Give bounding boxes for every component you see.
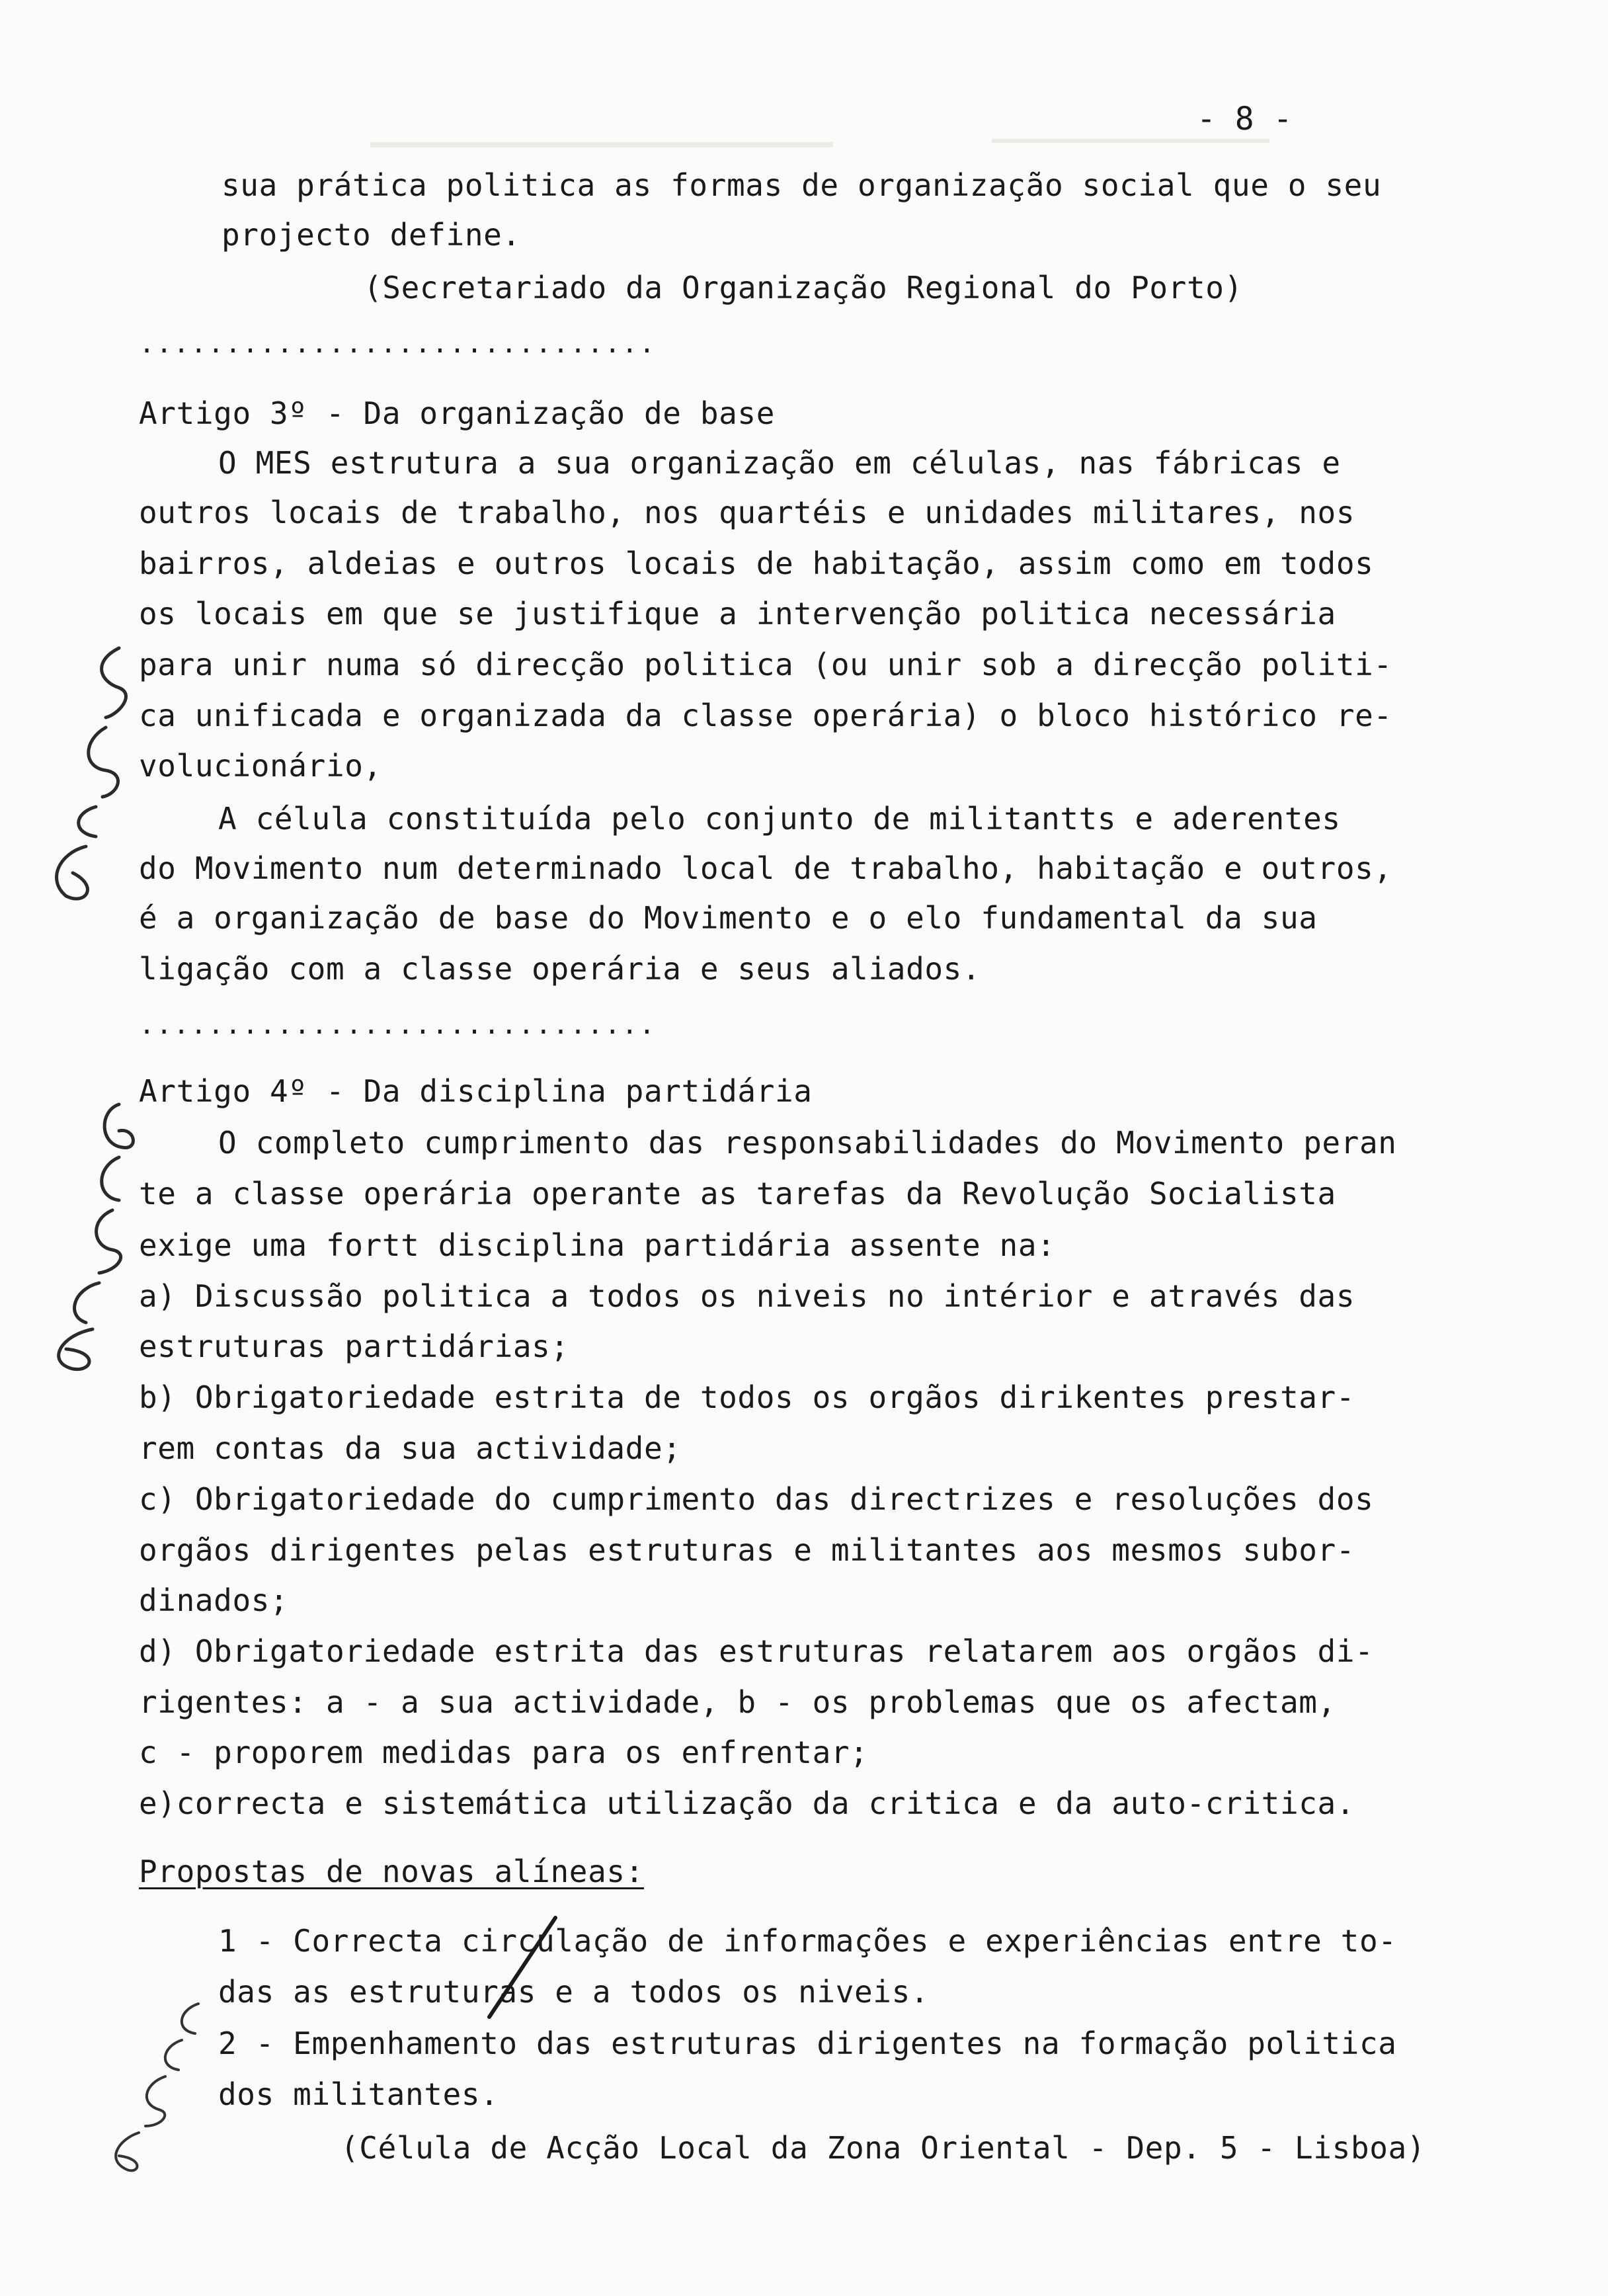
artigo4-line-3: exige uma fortt disciplina partidária assente na: bbox=[139, 1227, 1056, 1263]
artigo4-line-4: a) Discussão politica a todos os niveis no intérior e através das bbox=[139, 1278, 1355, 1314]
propostas-line-4: dos militantes. bbox=[218, 2076, 499, 2112]
scan-artifact bbox=[992, 139, 1269, 143]
artigo4-line-5: estruturas partidárias; bbox=[139, 1329, 569, 1364]
propostas-line-1: 1 - Correcta circulação de informações e experiências entre to- bbox=[218, 1923, 1397, 1959]
artigo3-line-1: O MES estrutura a sua organização em células, nas fábricas e bbox=[218, 445, 1341, 481]
margin-signature-3 bbox=[46, 1984, 218, 2182]
intro-line-1: sua prática politica as formas de organização social que o seu bbox=[221, 167, 1382, 203]
artigo4-line-9: orgãos dirigentes pelas estruturas e militantes aos mesmos subor- bbox=[139, 1532, 1355, 1568]
artigo4-line-12: rigentes: a - a sua actividade, b - os problemas que os afectam, bbox=[139, 1684, 1336, 1720]
artigo3-line-8: A célula constituída pelo conjunto de militantts e aderentes bbox=[218, 801, 1341, 837]
artigo3-line-6: ca unificada e organizada da classe operária) o bloco histórico re- bbox=[139, 698, 1392, 733]
intro-source: (Secretariado da Organização Regional do Porto) bbox=[364, 270, 1243, 306]
propostas-line-2: das as estruturas e a todos os niveis. bbox=[218, 1974, 930, 2010]
separator-1: .............................. bbox=[139, 329, 657, 359]
artigo4-line-7: rem contas da sua actividade; bbox=[139, 1430, 682, 1466]
propostas-source: (Célula de Acção Local da Zona Oriental - Dep. 5 - Lisboa) bbox=[341, 2130, 1426, 2166]
artigo3-line-9: do Movimento num determinado local de trabalho, habitação e outros, bbox=[139, 850, 1392, 886]
artigo4-line-11: d) Obrigatoriedade estrita das estruturas relatarem aos orgãos di- bbox=[139, 1633, 1374, 1669]
propostas-line-3: 2 - Empenhamento das estruturas dirigentes na formação politica bbox=[218, 2026, 1397, 2061]
hand-strike-mark bbox=[476, 1911, 569, 2024]
artigo4-line-6: b) Obrigatoriedade estrita de todos os orgãos dirikentes prestar- bbox=[139, 1379, 1355, 1415]
margin-signature-1 bbox=[20, 635, 152, 913]
artigo3-line-5: para unir numa só direcção politica (ou unir sob a direcção politi- bbox=[139, 647, 1392, 682]
propostas-heading: Propostas de novas alíneas: bbox=[139, 1854, 644, 1889]
artigo4-line-10: dinados; bbox=[139, 1582, 289, 1618]
artigo4-line-2: te a classe operária operante as tarefas da Revolução Socialista bbox=[139, 1176, 1336, 1211]
artigo4-heading: Artigo 4º - Da disciplina partidária bbox=[139, 1073, 813, 1109]
artigo3-line-2: outros locais de trabalho, nos quartéis e unidades militares, nos bbox=[139, 495, 1355, 530]
intro-line-2: projecto define. bbox=[221, 217, 521, 253]
artigo3-line-10: é a organização de base do Movimento e o elo fundamental da sua bbox=[139, 900, 1318, 936]
scan-artifact bbox=[370, 142, 833, 147]
artigo4-line-13: c - proporem medidas para os enfrentar; bbox=[139, 1735, 869, 1770]
artigo4-line-14: e)correcta e sistemática utilização da critica e da auto-critica. bbox=[139, 1785, 1355, 1821]
artigo3-heading: Artigo 3º - Da organização de base bbox=[139, 395, 776, 431]
artigo4-line-8: c) Obrigatoriedade do cumprimento das directrizes e resoluções dos bbox=[139, 1481, 1374, 1517]
artigo3-line-7: volucionário, bbox=[139, 748, 382, 784]
artigo3-line-11: ligação com a classe operária e seus aliados. bbox=[139, 951, 981, 987]
separator-2: .............................. bbox=[139, 1010, 657, 1040]
artigo3-line-4: os locais em que se justifique a intervenção politica necessária bbox=[139, 596, 1336, 632]
margin-signature-2 bbox=[20, 1091, 152, 1382]
page-number: - 8 - bbox=[1197, 101, 1293, 138]
artigo4-line-1: O completo cumprimento das responsabilidades do Movimento peran bbox=[218, 1125, 1397, 1161]
artigo3-line-3: bairros, aldeias e outros locais de habitação, assim como em todos bbox=[139, 546, 1374, 581]
